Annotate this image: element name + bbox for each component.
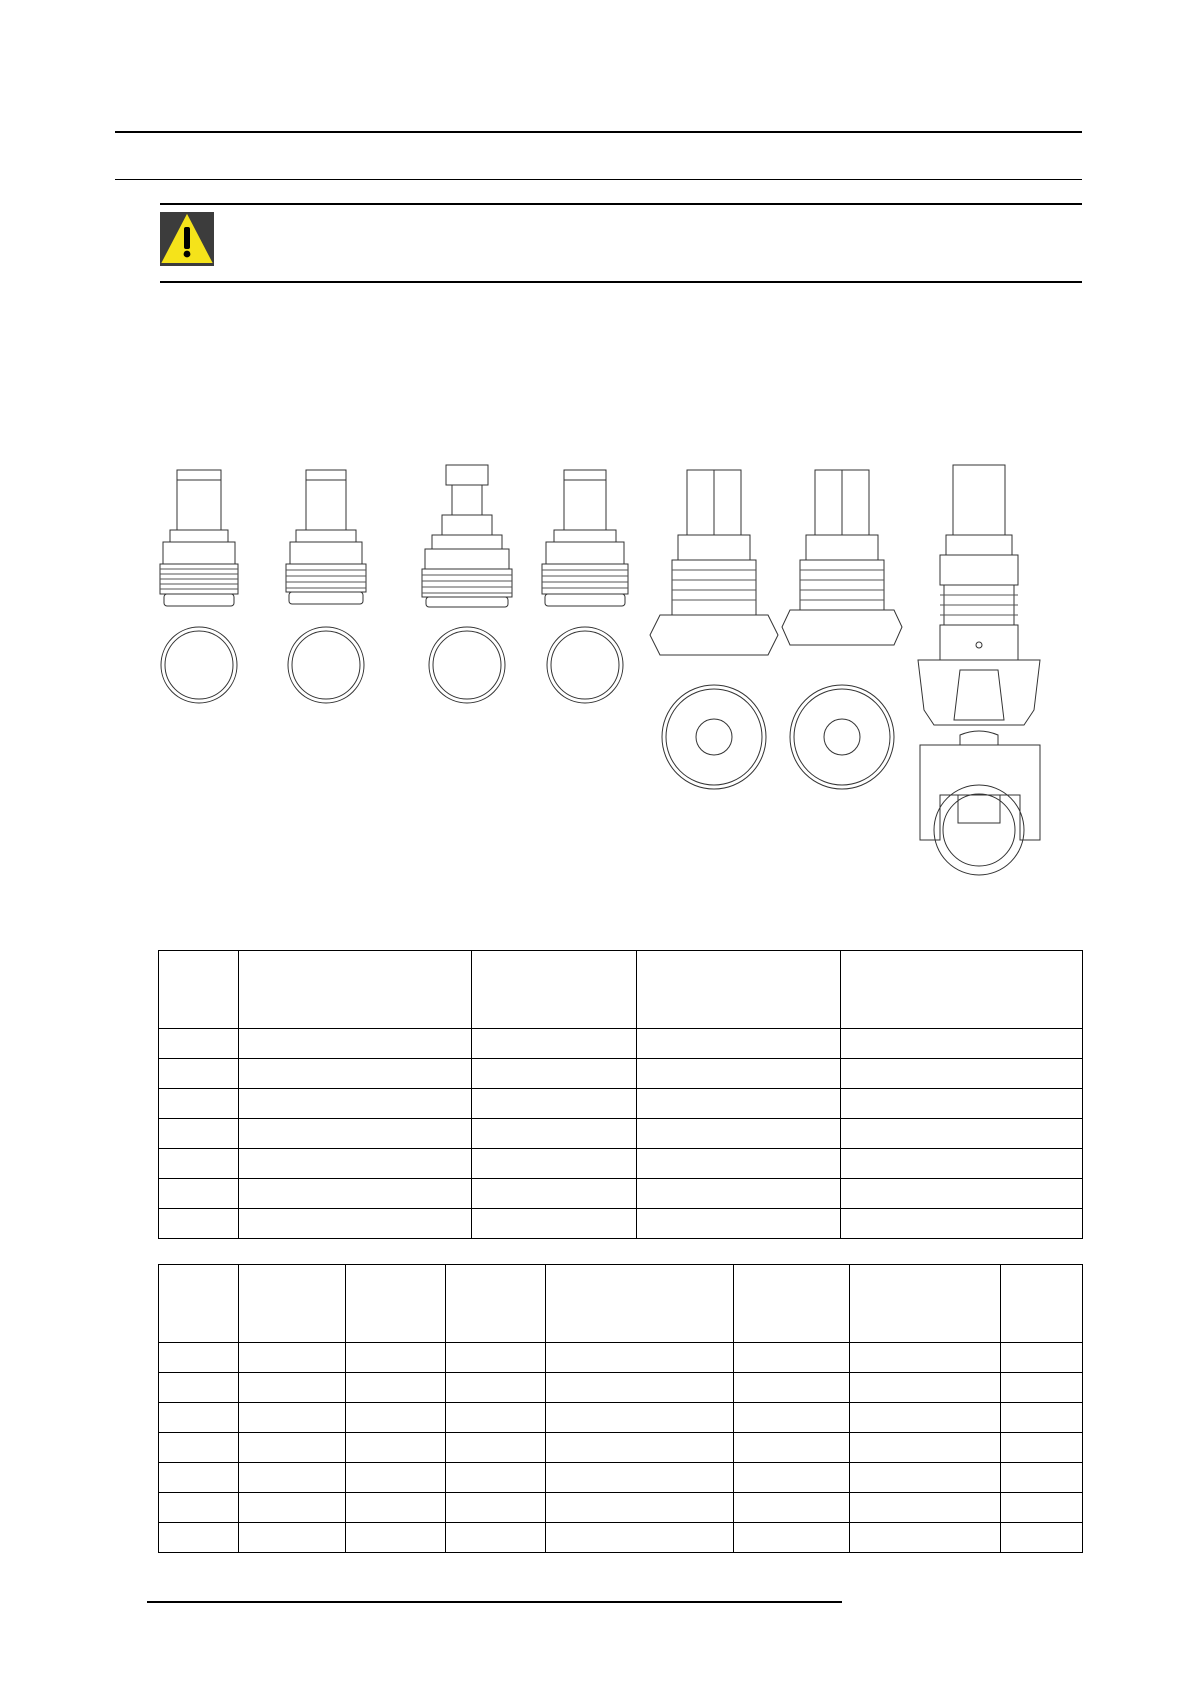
- table-row: [159, 1089, 1083, 1119]
- warning-triangle-icon: [160, 212, 214, 266]
- lens-overview-figure: [140, 455, 1060, 915]
- lens-6-drawing: [782, 470, 902, 789]
- lens-2-drawing: [286, 470, 366, 703]
- table-row: [159, 1463, 1083, 1493]
- table-row: [159, 1343, 1083, 1373]
- lens-4-drawing: [542, 470, 628, 703]
- lens-7-drawing: [918, 465, 1040, 875]
- header-rule-top: [115, 131, 1082, 133]
- table-row: [159, 1059, 1083, 1089]
- table-row: [159, 1433, 1083, 1463]
- lens-3-drawing: [422, 465, 512, 703]
- caution-rule-top: [160, 203, 1082, 205]
- caution-rule-bottom: [160, 281, 1082, 283]
- footer-rule: [147, 1601, 842, 1603]
- table-2-header-row: [159, 1265, 1083, 1343]
- header-rule-bottom: [115, 179, 1082, 180]
- table-row: [159, 1179, 1083, 1209]
- lens-5-drawing: [650, 470, 778, 789]
- table-row: [159, 1209, 1083, 1239]
- table-row: [159, 1029, 1083, 1059]
- table-1-header-row: [159, 951, 1083, 1029]
- table-row: [159, 1119, 1083, 1149]
- table-row: [159, 1373, 1083, 1403]
- table-row: [159, 1523, 1083, 1553]
- lens-table-2: [158, 1264, 1083, 1553]
- lens-1-drawing: [160, 470, 238, 703]
- table-row: [159, 1149, 1083, 1179]
- table-row: [159, 1403, 1083, 1433]
- lens-table-1: [158, 950, 1083, 1239]
- table-row: [159, 1493, 1083, 1523]
